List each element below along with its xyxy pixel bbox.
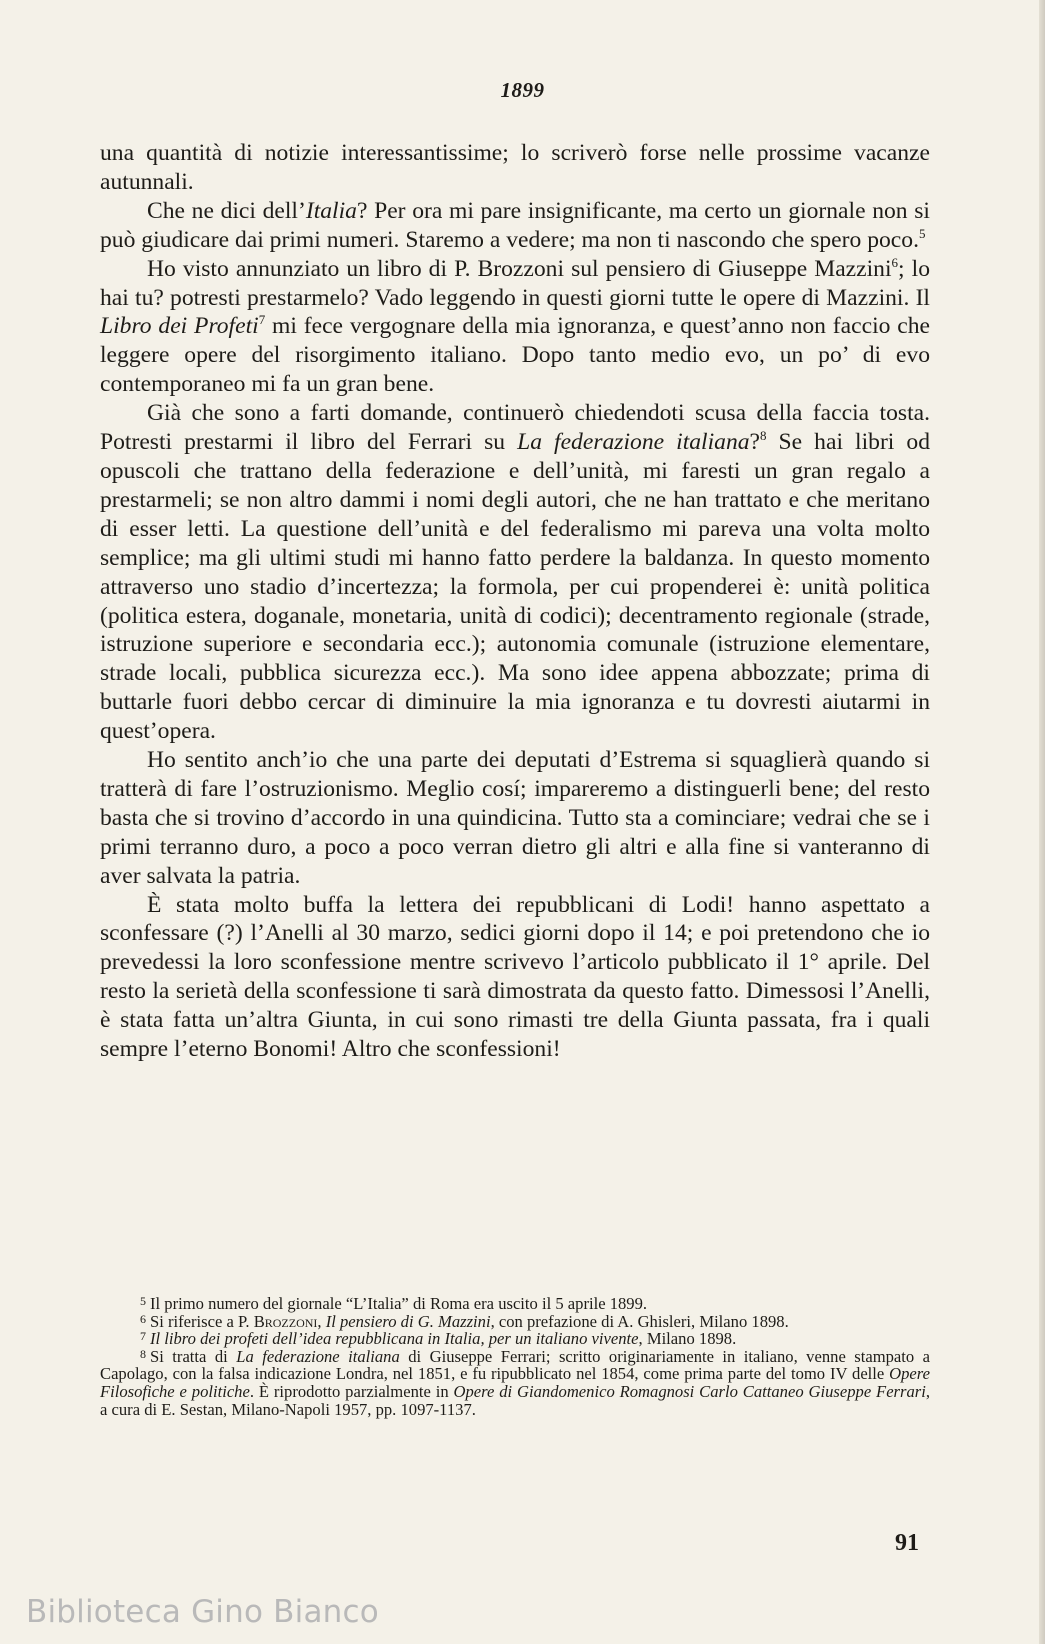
footnote-text (150, 1312, 789, 1331)
text-run: , con prefazione di A. Ghisleri, Milano 1898. (490, 1311, 789, 1331)
page-number: 91 (895, 1530, 919, 1556)
paragraph-6 (100, 891, 930, 1064)
text-run: Ho visto annunziato un libro di P. Brozzoni sul pensiero di Giuseppe Mazzini (147, 255, 892, 282)
footnote-ref: 6 (891, 254, 899, 270)
footnote-8 (100, 1348, 930, 1418)
italic-text: Opere Filosofiche e politiche (100, 1364, 930, 1401)
page-edge (1039, 0, 1045, 1644)
italic-text: Il pensiero di G. Mazzini (325, 1311, 491, 1331)
watermark: Biblioteca Gino Bianco (26, 1594, 379, 1630)
text-run: Che ne dici dell’ (147, 197, 306, 224)
text-run: . È riprodotto parzialmente in (249, 1381, 454, 1401)
paragraph-4 (100, 399, 930, 746)
text-run: Si riferisce a P. (150, 1311, 254, 1331)
text-run: , (317, 1311, 326, 1331)
running-head: 1899 (500, 78, 545, 102)
text-run: Si tratta di (150, 1346, 237, 1366)
text-run: una quantità di notizie interessantissime; lo scriverò forse nelle prossime vacanze autunnali. (100, 140, 930, 195)
text-run: ? Per ora mi pare insignificante, ma certo un giornale non si può giudicare dai primi numeri. Staremo a vedere; ma non ti nascondo che spero poco. (100, 197, 930, 253)
footnote-text (100, 1347, 930, 1419)
footnote-ref: 7 (258, 312, 266, 328)
paragraph-2 (100, 197, 930, 255)
paragraph-1 (100, 139, 930, 197)
footnote-number: 6 (140, 1311, 146, 1326)
text-run: Il primo numero del giornale “L’Italia” di Roma era uscito il 5 aprile 1899. (150, 1294, 648, 1313)
footnote-text (150, 1294, 647, 1313)
text-run: È stata molto buffa la lettera dei repubblicani di Lodi! hanno aspettato a sconfessare (?) l’Anelli al 30 marzo, sedici giorni dopo il 14; e poi pretendono che io prevedessi la loro sconfessione mentre scrivevo l’articolo pubblicato il 1° aprile. Del resto la serietà della sconfessione ti sarà dimostrata da questo fatto. Dimessosi l’Anelli, è stata fatta un’altra Giunta, in cui sono rimasti tre della Giunta passata, fra i quali sempre l’eterno Bonomi! Altro che sconfessioni! (100, 891, 930, 1063)
text-run: , Milano 1898. (638, 1329, 737, 1349)
italic-text: Libro dei Profeti (100, 313, 259, 340)
footnotes (100, 1295, 930, 1418)
footnote-7 (100, 1330, 930, 1348)
author-name: Brozzoni (253, 1311, 318, 1331)
italic-text: Italia (305, 197, 357, 224)
text-run: , a cura di E. Sestan, Milano-Napoli 1957, pp. 1097-1137. (100, 1381, 930, 1419)
paragraph-5 (100, 746, 930, 891)
footnote-text (150, 1329, 736, 1348)
body-text (100, 139, 930, 1064)
footnote-number: 8 (140, 1346, 146, 1361)
footnote-6 (100, 1313, 930, 1331)
italic-text: La federazione italiana (236, 1346, 400, 1366)
text-run: Ho sentito anch’io che una parte dei deputati d’Estrema si squaglierà quando si tratterà di fare l’ostruzionismo. Meglio cosí; impareremo a distinguerli bene; del resto basta che si trovino d’accordo in una quindicina. Tutto sta a cominciare; vedrai che se i primi terranno duro, a poco a poco verran dietro gli altri e alla fine si vanteranno di aver salvata la patria. (100, 747, 930, 889)
footnote-number: 7 (140, 1329, 146, 1344)
italic-text: La federazione italiana (517, 429, 750, 456)
italic-text: Opere di Giandomenico Romagnosi Carlo Cattaneo Giuseppe Ferrari (453, 1381, 926, 1401)
text-run: di Giuseppe Ferrari; scritto originariamente in italiano, venne stampato a Capolago, con la falsa indicazione Londra, nel 1851, e fu ripubblicato nel 1854, come prima parte del tomo IV delle (100, 1346, 931, 1384)
italic-text: Il libro dei profeti dell’idea repubblicana in Italia, per un italiano vivente (150, 1329, 639, 1349)
text-run: Già che sono a farti domande, continuerò chiedendoti scusa della faccia tosta. Potresti prestarmi il libro del Ferrari su (100, 400, 930, 456)
footnote-ref: 8 (760, 428, 767, 444)
text-run: Se hai libri od opuscoli che trattano della federazione e dell’unità, mi faresti un gran regalo a prestarmeli; se non altro dammi i nomi degli autori, che ne han trattato e che meritano di esser letti. La questione dell’unità e del federalismo mi pareva una volta molto semplice; ma gli ultimi studi mi hanno fatto perdere la baldanza. In questo momento attraverso uno stadio d’incertezza; la formola, per cui propenderei è: unità politica (politica estera, doganale, monetaria, unità di codici); decentramento regionale (strade, istruzione superiore e secondaria ecc.); autonomia comunale (istruzione elementare, strade locali, pubblica sicurezza ecc.). Ma sono idee appena abbozzate; prima di buttarle fuori debbo cercar di diminuire la mia ignoranza e tu dovresti aiutarmi in quest’opera. (100, 429, 930, 745)
text-run: ; lo hai tu? potresti prestarmelo? Vado leggendo in questi giorni tutte le opere di Mazzini. Il (100, 255, 930, 311)
footnote-5 (100, 1295, 930, 1313)
footnote-number: 5 (140, 1294, 146, 1308)
text-run: mi fece vergognare della mia ignoranza, e quest’anno non faccio che leggere opere del risorgimento italiano. Dopo tanto medio evo, un po’ di evo contemporaneo mi fa un gran bene. (100, 313, 930, 398)
footnote-ref: 5 (918, 225, 926, 241)
paragraph-3 (100, 255, 930, 400)
text-run: ? (749, 429, 761, 456)
